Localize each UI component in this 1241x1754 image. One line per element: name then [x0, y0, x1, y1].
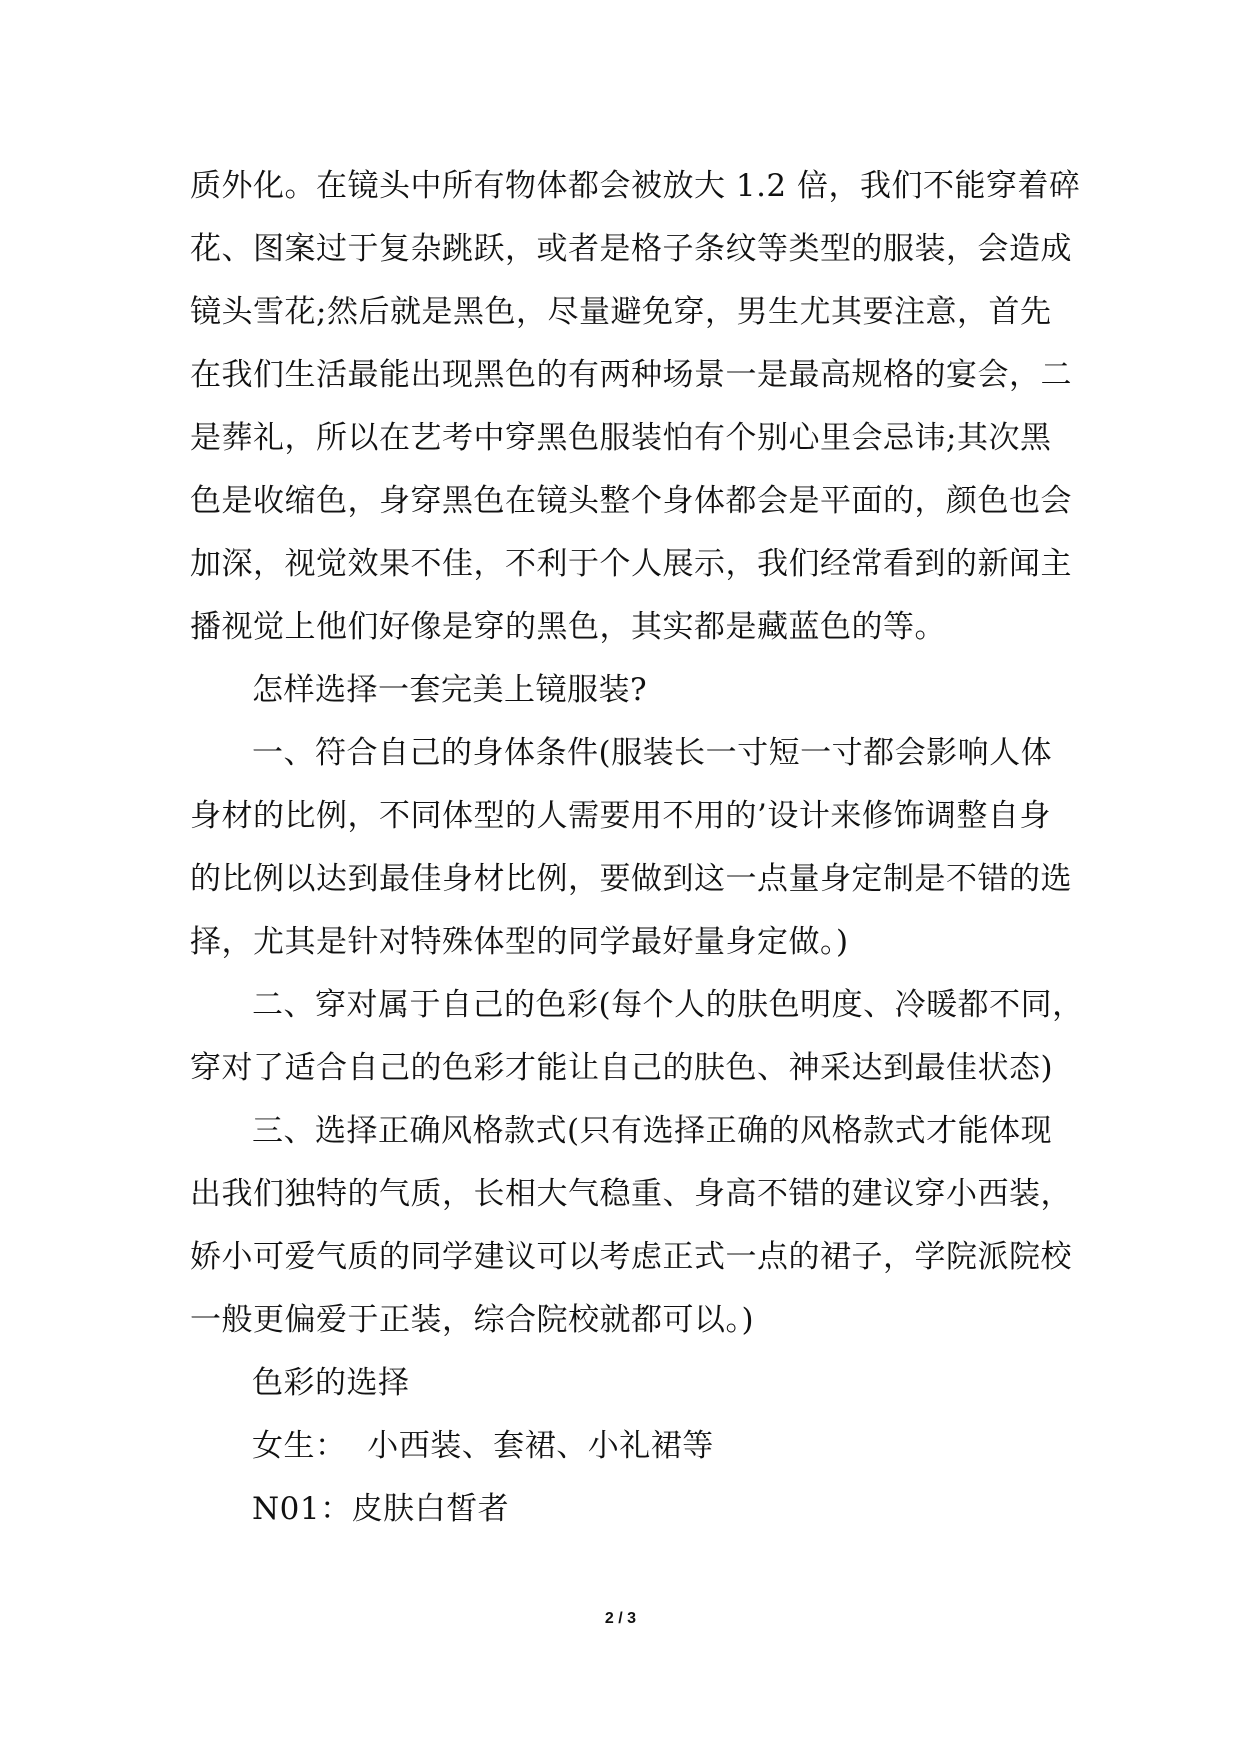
text-line: 的比例以达到最佳身材比例，要做到这一点量身定制是不错的选 [190, 861, 1072, 897]
paragraph-black-clothing [190, 155, 1081, 659]
text-line: 是葬礼，所以在艺考中穿黑色服装怕有个别心里会忌讳;其次黑 [190, 420, 1052, 456]
paragraph-female-outfits [190, 1415, 1060, 1478]
text-line: 娇小可爱气质的同学建议可以考虑正式一点的裙子，学院派院校 [190, 1239, 1072, 1275]
text-line: 花、图案过于复杂跳跃，或者是格子条纹等类型的服装，会造成 [190, 231, 1072, 267]
text-line: 色彩的选择 [252, 1365, 410, 1401]
text-line: 穿对了适合自己的色彩才能让自己的肤色、神采达到最佳状态) [190, 1050, 1054, 1086]
text-line: 身材的比例，不同体型的人需要用不用的’设计来修饰调整自身 [190, 798, 1051, 834]
text-line: 女生： 小西装、套裙、小礼裙等 [252, 1428, 714, 1464]
text-line: 择，尤其是针对特殊体型的同学最好量身定做。) [190, 924, 849, 960]
text-line: 质外化。在镜头中所有物体都会被放大 1.2 倍，我们不能穿着碎 [190, 168, 1081, 204]
text-line: 在我们生活最能出现黑色的有两种场景一是最高规格的宴会，二 [190, 357, 1072, 393]
text-line: 镜头雪花;然后就是黑色，尽量避免穿，男生尤其要注意，首先 [190, 294, 1052, 330]
text-line: 出我们独特的气质，长相大气稳重、身高不错的建议穿小西装， [190, 1176, 1072, 1212]
paragraph-n01-fair-skin [190, 1478, 1060, 1541]
text-line: 加深，视觉效果不佳，不利于个人展示，我们经常看到的新闻主 [190, 546, 1072, 582]
text-line: 一般更偏爱于正装，综合院校就都可以。) [190, 1302, 755, 1338]
document-body [190, 155, 1084, 1541]
text-line: 怎样选择一套完美上镜服装? [252, 672, 648, 708]
text-line: 播视觉上他们好像是穿的黑色，其实都是藏蓝色的等。 [190, 609, 946, 645]
paragraph-point-two [190, 974, 1084, 1100]
paragraph-point-three [190, 1100, 1072, 1352]
paragraph-point-one [190, 722, 1072, 974]
text-line: 一、符合自己的身体条件(服装长一寸短一寸都会影响人体 [252, 735, 1053, 771]
section-heading-color-choice [190, 1352, 1060, 1415]
section-heading-how-to-choose [190, 659, 1060, 722]
text-line: 二、穿对属于自己的色彩(每个人的肤色明度、冷暖都不同， [252, 987, 1084, 1023]
text-line: 三、选择正确风格款式(只有选择正确的风格款式才能体现 [252, 1113, 1053, 1149]
text-line: N01：皮肤白皙者 [252, 1491, 510, 1527]
page-number: 2 / 3 [604, 1610, 637, 1627]
text-line: 色是收缩色，身穿黑色在镜头整个身体都会是平面的，颜色也会 [190, 483, 1072, 519]
